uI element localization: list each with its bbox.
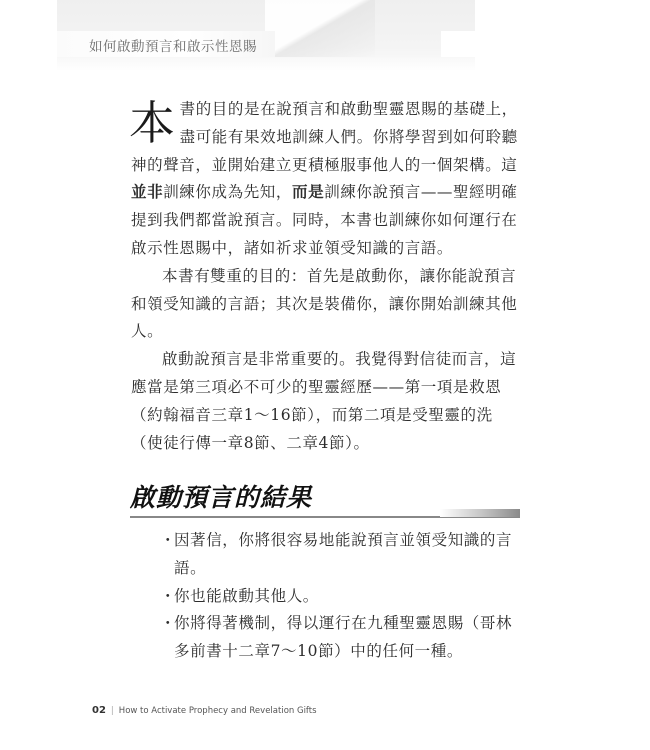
- results-list: [158, 527, 523, 666]
- header-diagonal-decoration: [265, 0, 375, 60]
- list-item: [158, 610, 523, 666]
- bullet-dot-icon: ・: [160, 614, 177, 633]
- page-number: 02: [92, 705, 106, 716]
- bullet-dot-icon: ・: [160, 586, 177, 605]
- list-item-text: 因著信，你將很容易地能說預言並領受知識的言語。: [174, 531, 513, 577]
- page-footer: [92, 705, 317, 716]
- list-item: [158, 583, 523, 611]
- emphasis-not: 並非: [131, 183, 164, 202]
- footer-separator: |: [110, 706, 114, 716]
- list-item-text: 你將得著機制，得以運行在九種聖靈恩賜（哥林多前書十二章7～10節）中的任何一種。: [174, 614, 513, 661]
- section-heading: 啟動預言的結果: [130, 483, 313, 512]
- paragraph-2: 本書有雙重的目的：首先是啟動你，讓你能說預言和領受知識的言語；其次是裝備你，讓你開始訓練其他人。: [131, 266, 518, 341]
- list-item: [158, 527, 523, 583]
- running-title: 如何啟動預言和啟示性恩賜: [89, 39, 257, 55]
- paragraph-1-text-b: 訓練你成為先知，: [163, 183, 293, 202]
- header-fade: [57, 57, 475, 71]
- heading-gradient-bar: [440, 509, 520, 517]
- paragraph-1: [131, 96, 521, 263]
- drop-cap: 本: [129, 96, 176, 150]
- emphasis-but: 而是: [292, 183, 325, 202]
- list-item-text: 你也能啟動其他人。: [174, 586, 319, 605]
- body-text: [131, 96, 521, 457]
- bullet-dot-icon: ・: [160, 531, 177, 549]
- paragraph-1-text-c: 訓練你說預言——聖經明確提到我們都當說預言。同時，本書也訓練你如何運行在啟示性恩賜中，諸如祈求並領受知識的言語。: [131, 183, 518, 257]
- paragraph-3: 啟動說預言是非常重要的。我覺得對信徒而言，這應當是第三項必不可少的聖靈經歷——第一項是救恩（約翰福音三章1～16節），而第二項是受聖靈的洗（使徒行傳一章8節、二章4節）。: [131, 350, 517, 452]
- header-strip-right-decoration: [441, 31, 475, 57]
- paragraph-1-text-a: 書的目的是在說預言和啟動聖靈恩賜的基礎上，盡可能有果效地訓練人們。你將學習到如何聆聽神的聲音，並開始建立更積極服事他人的一個架構。這: [131, 100, 518, 174]
- footer-book-title: How to Activate Prophecy and Revelation Gifts: [118, 706, 317, 716]
